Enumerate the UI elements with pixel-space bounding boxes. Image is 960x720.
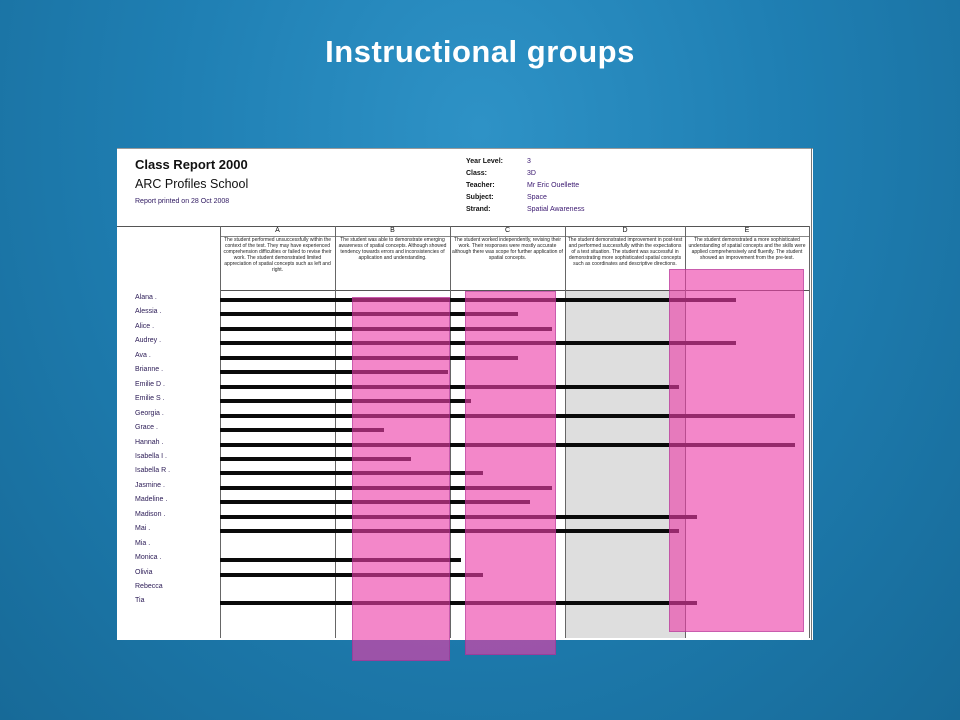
column-letter-d: D [622, 227, 628, 234]
meta-label-subject: Subject: [466, 194, 494, 201]
column-letter-e: E [744, 227, 750, 234]
student-performance-bar [220, 601, 697, 605]
student-name: Isabella R . [135, 467, 171, 475]
meta-label-class: Class: [466, 170, 488, 177]
student-name: Grace . [135, 424, 158, 432]
report-title: Class Report 2000 [135, 157, 248, 172]
student-name: Isabella I . [135, 452, 167, 460]
student-name: Olivia [135, 568, 153, 576]
highlight-group-b [352, 297, 450, 661]
column-divider-end [809, 226, 810, 638]
student-performance-bar [220, 515, 697, 519]
report-right-border [811, 148, 812, 640]
student-name: Emilie D . [135, 380, 165, 388]
column-letter-c: C [504, 227, 511, 234]
meta-value-strand: Spatial Awareness [527, 206, 585, 213]
column-desc-b: The student was able to demonstrate emerging awareness of spatial concepts. Although showed tendency towards errors and inconsistencies of application and understanding. [338, 237, 447, 261]
column-desc-a: The student performed unsuccessfully within the context of the test. They may have experienced comprehension difficulties or failed to revise their work. The student demonstrated limited appreciation of spatial concepts such as left and right. [223, 237, 332, 273]
meta-value-subject: Space [527, 194, 547, 201]
student-name: Rebecca [135, 583, 163, 590]
column-desc-c: The student worked independently, revising their work. Their responses were mostly accurate although there was scope for further application of spatial concepts. [452, 237, 563, 261]
student-name: Madeline . [135, 496, 168, 504]
student-name: Monica . [135, 554, 162, 562]
meta-label-strand: Strand: [466, 206, 491, 213]
printed-date: Report printed on 28 Oct 2008 [135, 198, 230, 205]
meta-label-teacher: Teacher: [466, 182, 495, 189]
student-name: Alice . [135, 322, 155, 330]
student-name: Hannah . [135, 438, 164, 446]
student-name: Alessia . [135, 308, 162, 316]
student-name: Emilie S . [135, 395, 165, 403]
student-name: Jasmine . [135, 481, 165, 489]
highlight-group-c [465, 291, 556, 655]
report-top-border [117, 148, 813, 149]
student-name: Georgia . [135, 409, 164, 417]
student-name: Brianne . [135, 366, 164, 374]
student-name: Tia [135, 597, 145, 605]
column-desc-e: The student demonstrated a more sophisticated understanding of spatial concepts and the skills were applied comprehensively and fluently. The student showed an improvement from the pre-test. [688, 237, 806, 261]
highlight-group-e [669, 269, 804, 632]
meta-value-year: 3 [527, 158, 531, 165]
meta-value-class: 3D [527, 170, 536, 177]
student-name: Audrey . [135, 337, 162, 345]
column-desc-d: The student demonstrated improvement in post-test and performed successfully within the expectations of a test situation. The student was successful in demonstrating more sophisticated spatial concepts such as coordinates and descriptive directions. [567, 237, 683, 267]
meta-label-year: Year Level: [466, 158, 503, 165]
student-name: Alana . [135, 294, 157, 301]
slide-title: Instructional groups [325, 34, 635, 69]
student-name: Mia . [135, 539, 151, 547]
column-letter-a: A [275, 227, 280, 234]
student-name: Ava . [135, 351, 151, 359]
school-name: ARC Profiles School [135, 177, 249, 191]
column-letter-b: B [390, 227, 395, 234]
student-name: Madison . [135, 510, 166, 518]
meta-value-teacher: Mr Eric Ouellette [527, 182, 580, 189]
student-name: Mai . [135, 525, 151, 533]
